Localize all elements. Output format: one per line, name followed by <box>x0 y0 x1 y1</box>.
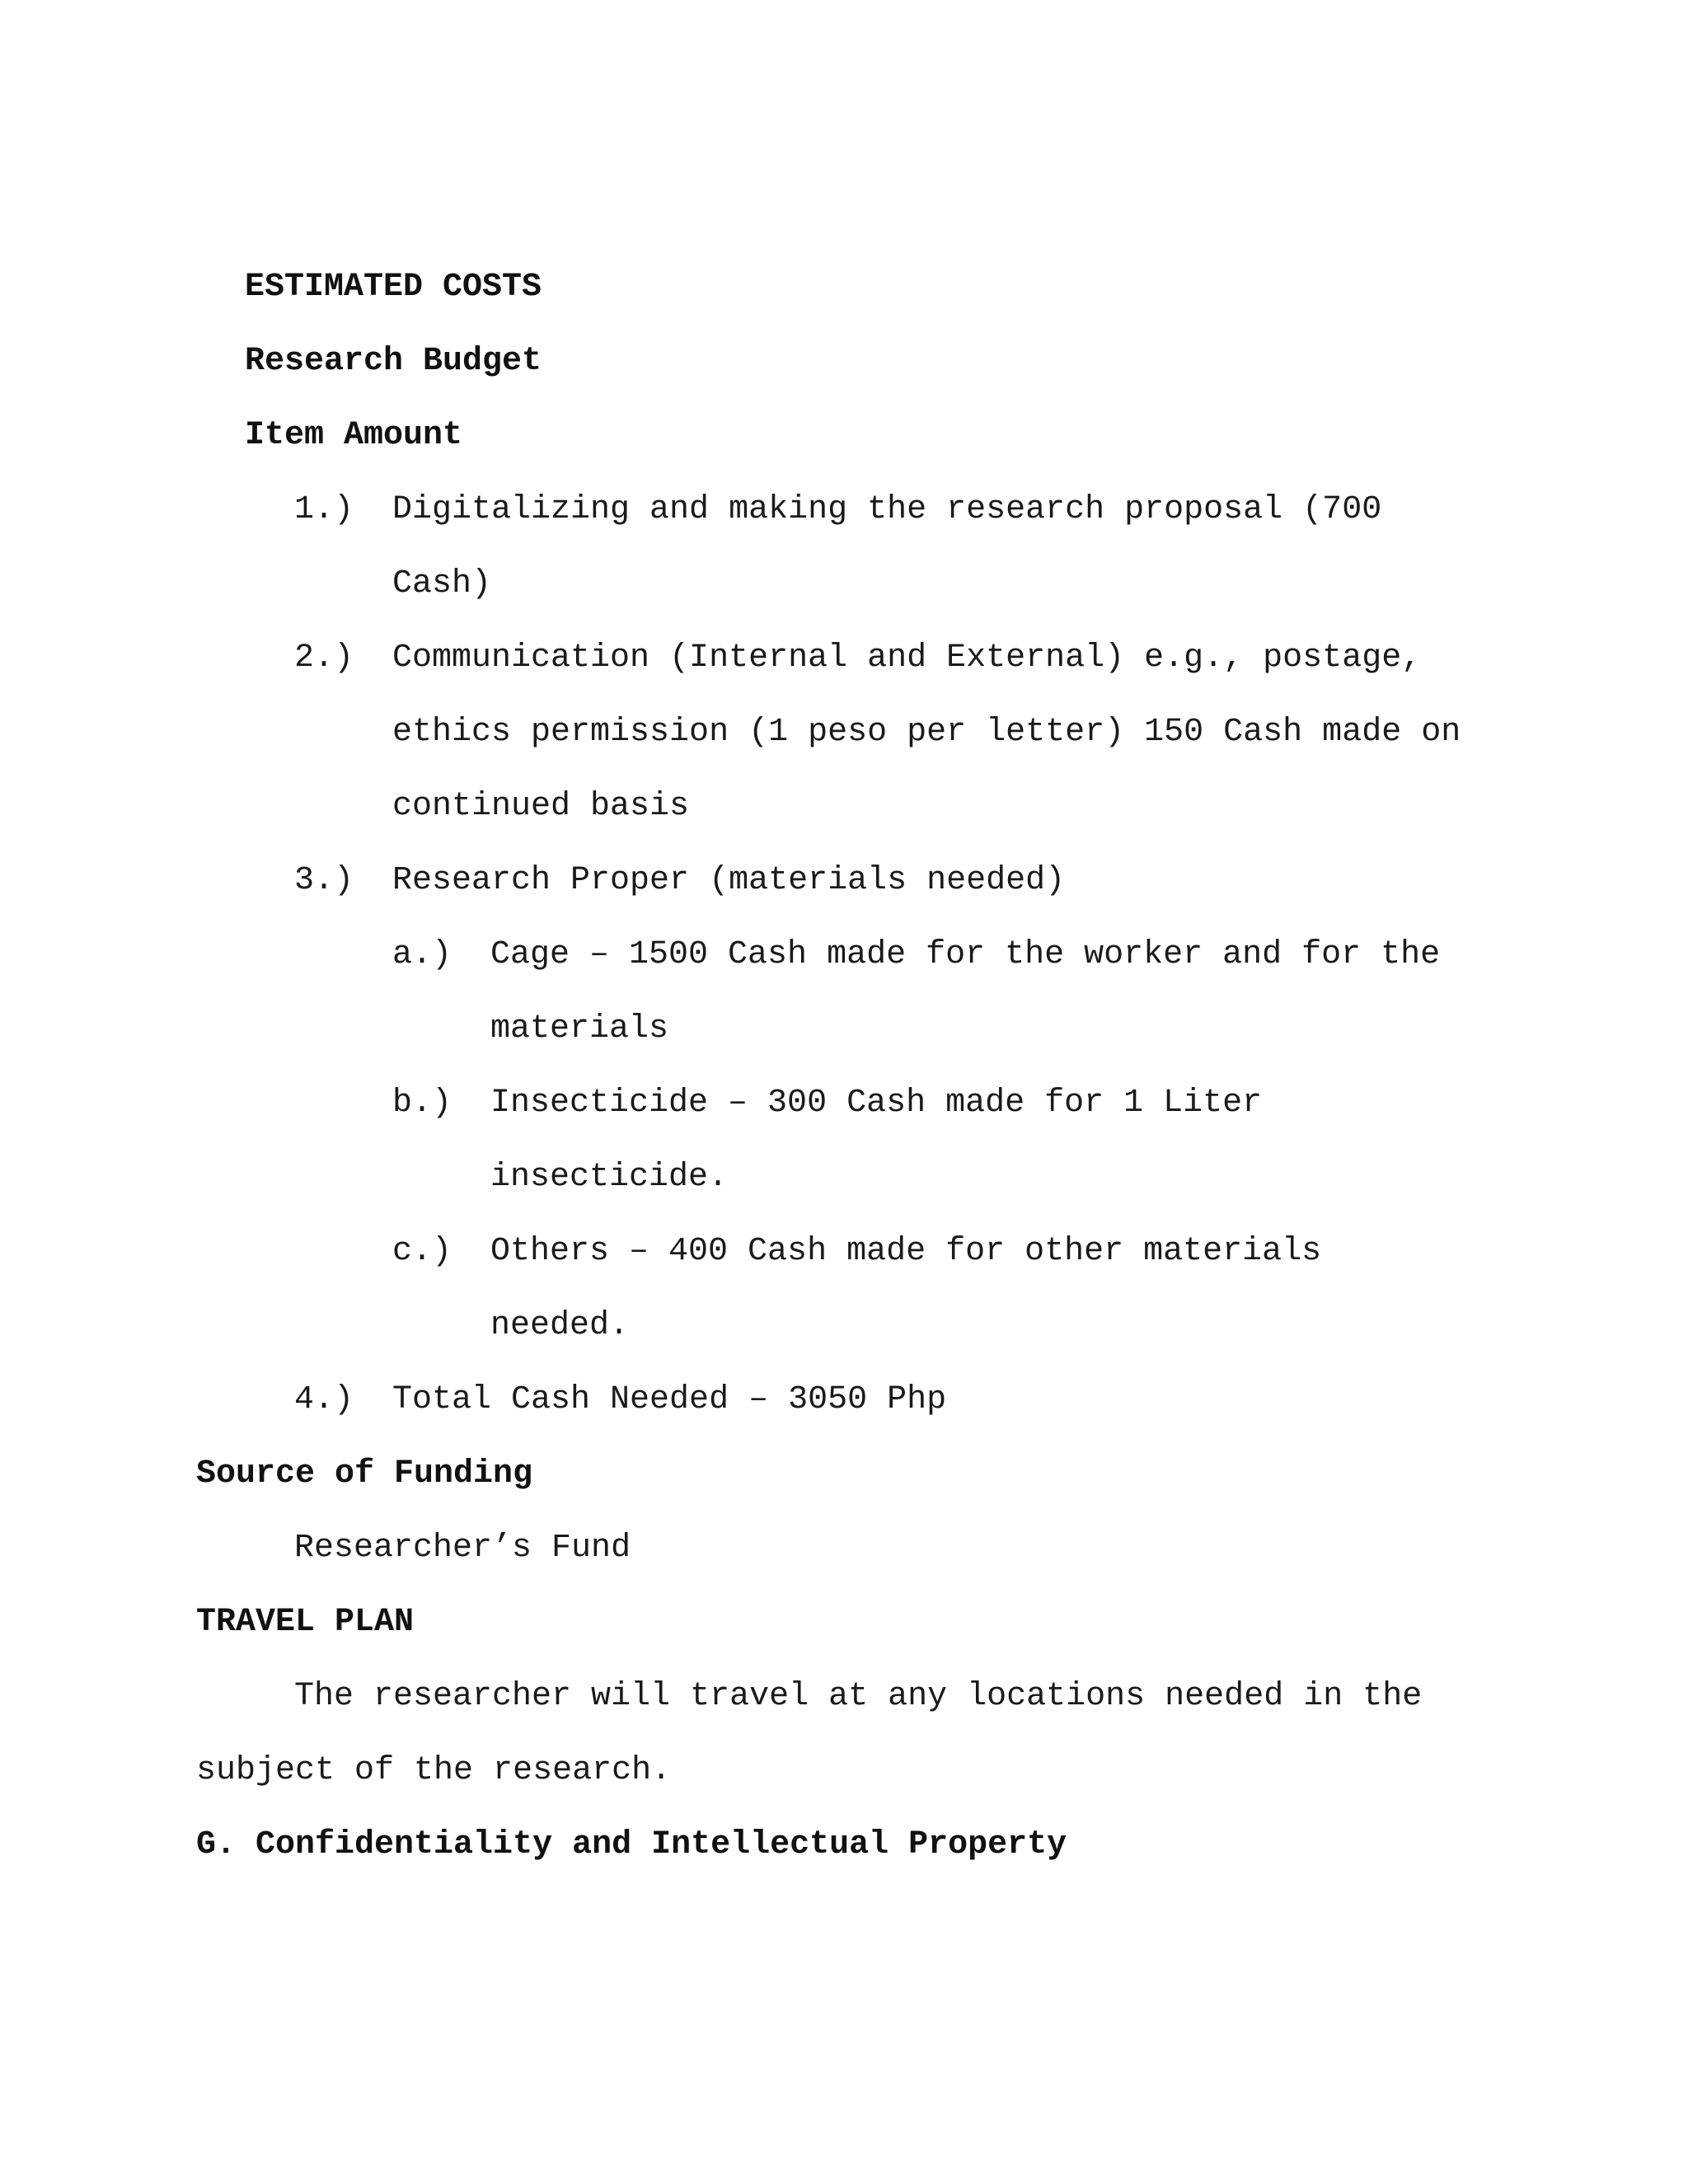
item-amount-label: Item Amount <box>245 417 463 454</box>
subitem-letter: b.) <box>392 1085 452 1122</box>
item-number: 4.) <box>294 1381 354 1418</box>
item-text-line: Research Proper (materials needed) <box>392 862 1066 899</box>
item-text-line: continued basis <box>392 788 690 825</box>
subitem-text-line: needed. <box>490 1307 630 1344</box>
item-text-line: Cash) <box>392 565 492 602</box>
funding-source-text: Researcher’s Fund <box>294 1530 631 1567</box>
source-of-funding-heading: Source of Funding <box>196 1455 533 1493</box>
estimated-costs-heading: ESTIMATED COSTS <box>245 269 542 306</box>
travel-plan-text-line: subject of the research. <box>196 1752 672 1789</box>
research-budget-subheading: Research Budget <box>245 343 542 380</box>
subitem-text-line: materials <box>490 1010 669 1047</box>
item-number: 3.) <box>294 862 354 899</box>
subitem-letter: a.) <box>392 936 452 973</box>
travel-plan-text-line: The researcher will travel at any locations needed in the <box>294 1678 1423 1715</box>
item-text-line: Communication (Internal and External) e.g., postage, <box>392 640 1422 677</box>
subitem-text-line: Insecticide – 300 Cash made for 1 Liter <box>490 1085 1263 1122</box>
item-text-line: ethics permission (1 peso per letter) 150 Cash made on <box>392 714 1461 751</box>
item-text-line: Digitalizing and making the research proposal (700 <box>392 491 1382 528</box>
subitem-text-line: Cage – 1500 Cash made for the worker and for the <box>490 936 1441 973</box>
subitem-text-line: insecticide. <box>490 1159 729 1196</box>
travel-plan-heading: TRAVEL PLAN <box>196 1604 415 1641</box>
item-number: 2.) <box>294 640 354 677</box>
item-number: 1.) <box>294 491 354 528</box>
subitem-text-line: Others – 400 Cash made for other materials <box>490 1233 1322 1270</box>
confidentiality-heading: G. Confidentiality and Intellectual Property <box>196 1826 1067 1863</box>
total-cash-line: Total Cash Needed – 3050 Php <box>392 1381 947 1418</box>
subitem-letter: c.) <box>392 1233 452 1270</box>
